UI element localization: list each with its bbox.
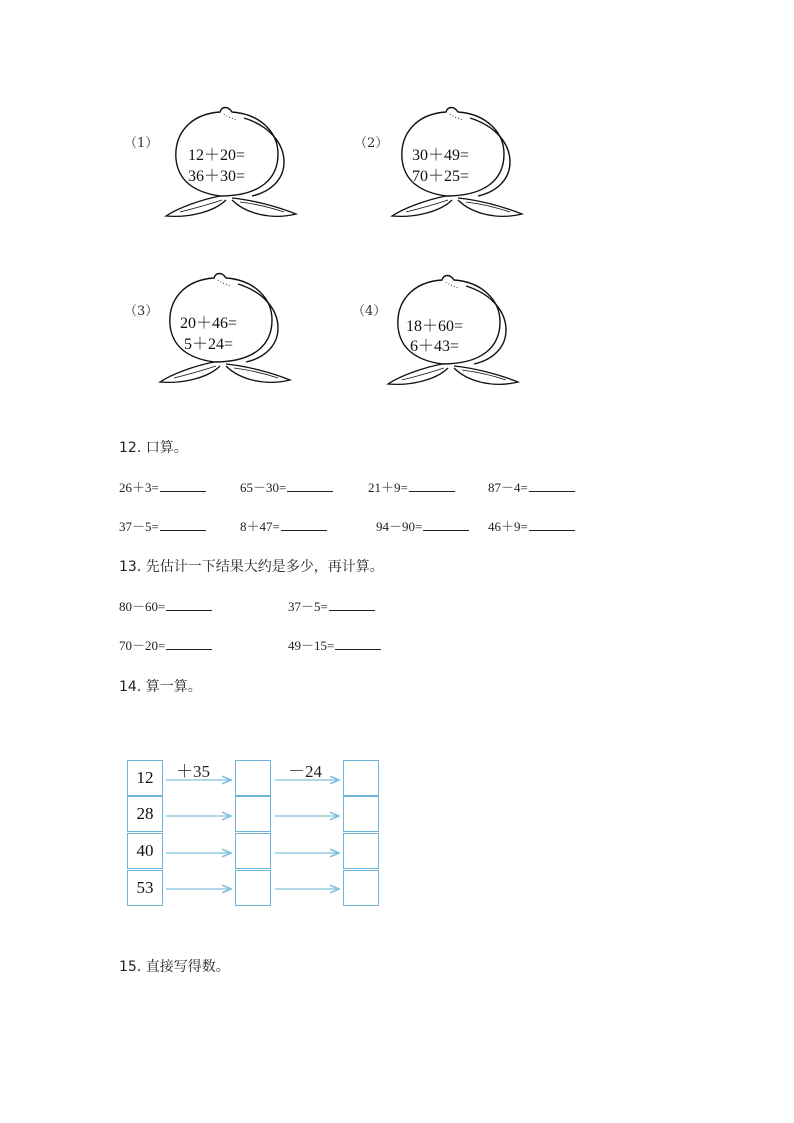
peach-3-label: （3） bbox=[124, 304, 159, 319]
peach-4-eq-2: 6＋43= bbox=[406, 338, 460, 355]
q12-title: 12. 口算。 bbox=[119, 440, 188, 456]
peach-4-label: （4） bbox=[352, 304, 387, 319]
peach-2-eq-2: 70＋25= bbox=[412, 168, 470, 185]
peach-4-eq-1: 18＋60= bbox=[406, 318, 464, 335]
q13-item-4-text: 49－15= bbox=[288, 638, 335, 653]
q12-item-6-text: 8＋47= bbox=[240, 519, 280, 534]
peach-1-eq-1: 12＋20= bbox=[188, 147, 246, 164]
peach-3-eq-2: 5＋24= bbox=[180, 336, 234, 353]
peach-3-eq-1: 20＋46= bbox=[180, 315, 238, 332]
q12-item-2-text: 65－30= bbox=[240, 480, 287, 495]
q13-item-3-text: 70－20= bbox=[119, 638, 166, 653]
q12-item-5-text: 37－5= bbox=[119, 519, 159, 534]
q12-item-7-text: 94－90= bbox=[376, 519, 423, 534]
q14-title: 14. 算一算。 bbox=[119, 679, 202, 695]
input-cell-1: 12 bbox=[127, 760, 163, 796]
op-minus-label: －24 bbox=[288, 762, 322, 781]
q15-title: 15. 直接写得数。 bbox=[119, 959, 230, 975]
q13-item-1-text: 80－60= bbox=[119, 599, 166, 614]
input-cell-2: 28 bbox=[127, 796, 163, 832]
input-cell-3: 40 bbox=[127, 833, 163, 869]
q13-item-2-text: 37－5= bbox=[288, 599, 328, 614]
peach-2-eq-1: 30＋49= bbox=[412, 147, 470, 164]
q12-item-3-text: 21＋9= bbox=[368, 480, 408, 495]
op-plus-label: ＋35 bbox=[176, 762, 210, 781]
q13-title: 13. 先估计一下结果大约是多少，再计算。 bbox=[119, 559, 384, 575]
peach-1-eq-2: 36＋30= bbox=[188, 168, 246, 185]
peach-2-label: （2） bbox=[354, 136, 389, 151]
peach-1-label: （1） bbox=[124, 136, 159, 151]
q12-item-4-text: 87－4= bbox=[488, 480, 528, 495]
q12-item-1-text: 26＋3= bbox=[119, 480, 159, 495]
input-cell-4: 53 bbox=[127, 870, 163, 906]
q12-item-8-text: 46＋9= bbox=[488, 519, 528, 534]
